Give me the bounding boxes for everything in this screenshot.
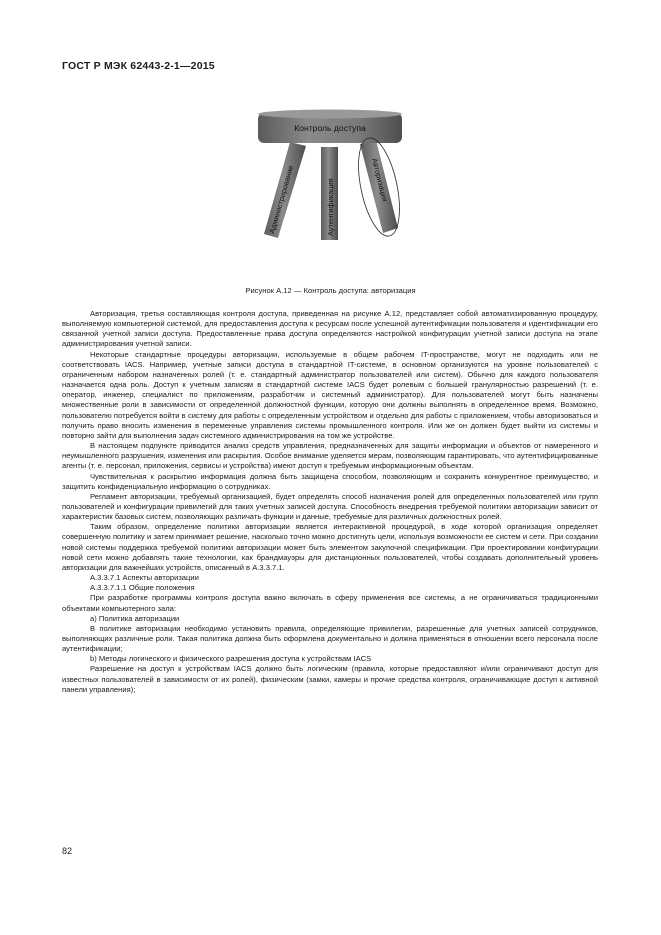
paragraph: Разрешение на доступ к устройствам IACS должно быть логическим (правила, которые предоставляют и/или ограничивают доступ для известных пользователей в зависимости от их ролей), физическим (замки, камеры и прочие средства контроля, ограничивающие доступ к активной панели управления); (62, 664, 598, 694)
paragraph: Авторизация, третья составляющая контроля доступа, приведенная на рисунке А.12, представляет собой автоматизированную процедуру, выполняемую компьютерной системой, для предоставления доступа к ресурсам после успешной аутентификации пользователя и идентификации его связанной учетной записи доступа. Предоставленные права доступа определяются настройкой конфигурации учетной записи доступа на этапе администрирования учетной записи. (62, 309, 598, 349)
paragraph: В настоящем подпункте приводится анализ средств управления, предназначенных для защиты информации и объектов от намеренного и неумышленного разрушения, изменения или раскрытия. Особое внимание уделяется мерам, позволяющим гарантировать, что аутентифицированные агенты (т. е. персонал, приложения, сервисы и устройства) имеют доступ к требуемым информационным объектам. (62, 441, 598, 471)
page-number: 82 (62, 846, 73, 856)
seat-top-edge (258, 110, 402, 119)
seat-label: Контроль доступа (294, 123, 366, 133)
list-item-heading: а) Политика авторизации (90, 613, 180, 623)
document-header: ГОСТ Р МЭК 62443-2-1—2015 (62, 60, 215, 72)
leg-label-administration: Администрирование (267, 164, 296, 235)
paragraph: При разработке программы контроля доступа важно включать в сферу применения все системы, а не ограничиваться традиционными объектами компьютерного зала: (62, 593, 598, 613)
body-text (62, 309, 598, 695)
section-heading: А.3.3.7.1.1 Общие положения (90, 583, 195, 593)
list-item-heading: b) Методы логического и физического разрешения доступа к устройствам IACS (90, 654, 372, 664)
section-heading: А.3.3.7.1 Аспекты авторизации (90, 573, 199, 583)
access-control-stool-figure (240, 100, 420, 280)
paragraph: В политике авторизации необходимо установить правила, определяющие привилегии, разрешенные для учетных записей сотрудников, выполняющих различные роли. Такая политика должна быть оформлена документально и должна применяться в отношении всего персонала после аутентификации; (62, 623, 598, 654)
paragraph: Чувствительная к раскрытию информация должна быть защищена способом, позволяющим и сохранить конкурентное преимущество, и защитить конфиденциальную информацию о сотрудниках. (62, 471, 598, 491)
figure-caption: Рисунок А.12 — Контроль доступа: авторизация (245, 286, 416, 295)
leg-label-authorization: Авторизация (370, 157, 390, 203)
paragraph: Некоторые стандартные процедуры авторизации, используемые в общем рабочем IT-пространстве, могут не подходить или не соответствовать IACS. Например, учетные записи доступа в стандартной IT-системе, в основном организуются на уровне пользователей с ограниченным набором назначенных ролей (т. е. стандартный администратор пользователей или систем). Обычно для каждого пользователя назначается одна роль. Доступ к учетным записям в стандартной системе IACS будет ролевым с большей гранулярностью разрешений (т. е. оператор, инженер, специалист по приложениям, разработчик и системный администратор). Для пользователей могут быть назначены множественные роли в зависимости от определенной должностной функции, которую они должны выполнять в определенное время. Возможно, пользователю потребуется войти в систему для работы с определенным устройством и отдельно для работы с приложением, чтобы авторизоваться и получить право вносить изменения в переменные управления системы промышленного контроля. Или же он должен будет выйти из системы и повторно зайти для выполнения задач системного администрирования на том же устройстве. (62, 349, 598, 440)
stool-illustration (240, 100, 420, 280)
leg-label-authentication: Аутентификация (326, 178, 335, 236)
paragraph: Таким образом, определение политики авторизации является интерактивной процедурой, в ходе которой организация определяет совершенную политику и затем принимает решение, насколько точно можно достигнуть цели, используя возможности ее систем и сети. При создании новой системы поддержка требуемой политики авторизации может быть элементом закупочной спецификации. При проектировании конфигурации новой сети можно добавлять такие технологии, как брандмауэры для дистанционных пользователей, чтобы создавать дополнительный уровень авторизации для важнейших устройств, описанный в А.3.3.7.1. (62, 522, 598, 572)
paragraph: Регламент авторизации, требуемый организацией, будет определять способ назначения ролей для определенных пользователей или групп пользователей и конфигурации привилегий для таких учетных записей доступа. Способность внедрения требуемой политики авторизации зависит от характеристик базовых систем, позволяющих различать функции и данные, требуемые для различных должностных ролей. (62, 491, 598, 522)
